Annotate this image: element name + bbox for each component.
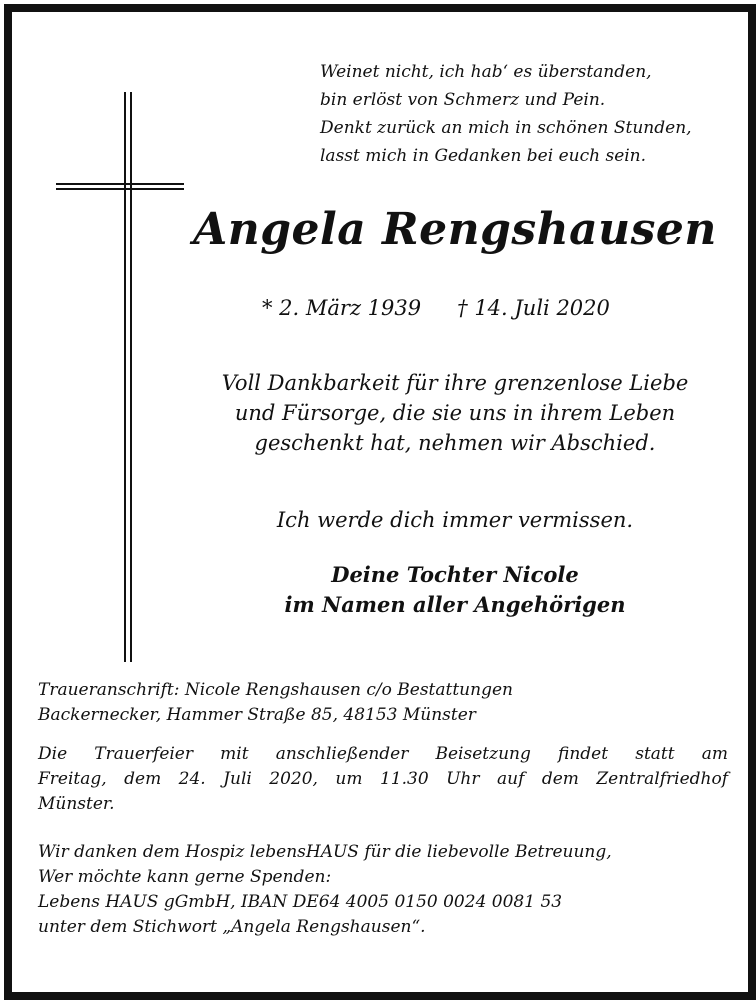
ceremony-line: Freitag, dem 24. Juli 2020, um 11.30 Uhr auf dem Zentralfriedhof <box>38 769 728 789</box>
tribute-line: Voll Dankbarkeit für ihre grenzenlose Liebe <box>221 371 689 395</box>
thanks-info <box>38 840 728 940</box>
poem-line: bin erlöst von Schmerz und Pein. <box>320 90 606 110</box>
thanks-line: Lebens HAUS gGmbH, IBAN DE64 4005 0150 0024 0081 53 <box>38 892 563 912</box>
signature-line: im Namen aller Angehörigen <box>284 592 626 617</box>
signature-line: Deine Tochter Nicole <box>331 562 579 587</box>
ceremony-line: Münster. <box>38 794 115 814</box>
thanks-line: Wir danken dem Hospiz lebensHAUS für die liebevolle Betreuung, <box>38 842 612 862</box>
ceremony-info <box>38 742 728 817</box>
life-dates <box>262 294 610 322</box>
poem-line: Weinet nicht, ich hab‘ es überstanden, <box>320 62 652 82</box>
address-line: Backernecker, Hammer Straße 85, 48153 Münster <box>38 705 476 725</box>
miss-line: Ich werde dich immer vermissen. <box>276 508 634 532</box>
poem <box>320 58 700 170</box>
ceremony-line: Die Trauerfeier mit anschließender Beisetzung findet statt am <box>38 744 728 764</box>
death-date: † 14. Juli 2020 <box>457 296 610 320</box>
mourning-address <box>38 678 728 728</box>
birth-date: * 2. März 1939 <box>262 296 422 320</box>
thanks-line: unter dem Stichwort „Angela Rengshausen“. <box>38 917 426 937</box>
deceased-name: Angela Rengshausen <box>193 204 717 255</box>
tribute-line: geschenkt hat, nehmen wir Abschied. <box>254 431 656 455</box>
thanks-line: Wer möchte kann gerne Spenden: <box>38 867 332 887</box>
signature <box>175 560 735 620</box>
tribute-line: und Fürsorge, die sie uns in ihrem Leben <box>234 401 676 425</box>
poem-line: Denkt zurück an mich in schönen Stunden, <box>320 118 692 138</box>
address-line: Traueranschrift: Nicole Rengshausen c/o Bestattungen <box>38 680 513 700</box>
poem-line: lasst mich in Gedanken bei euch sein. <box>320 146 647 166</box>
tribute-text <box>175 368 735 458</box>
